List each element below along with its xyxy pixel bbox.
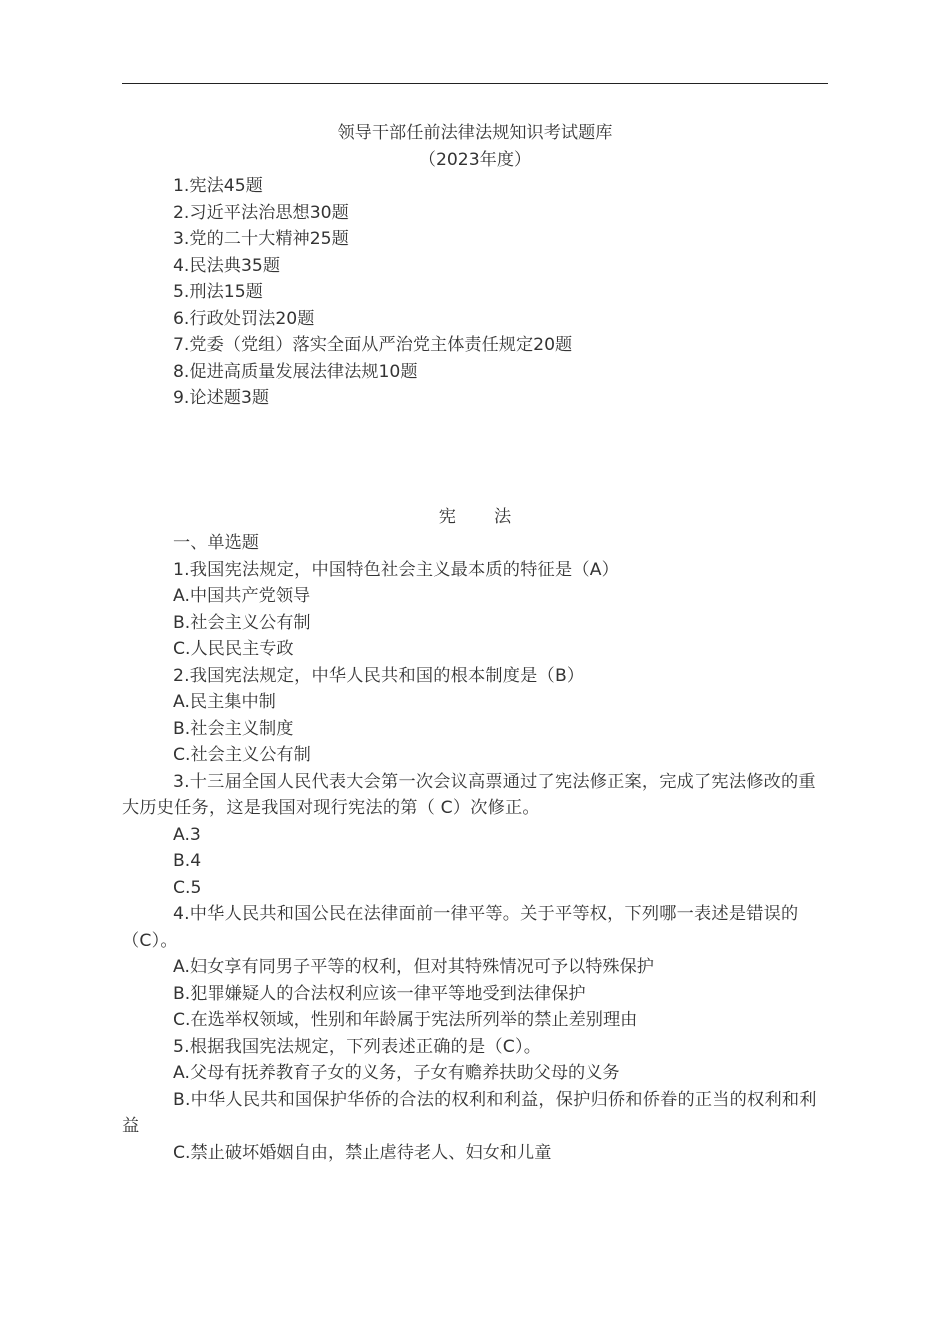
answer-option: A.中国共产党领导 <box>173 586 311 606</box>
question-text: 2.我国宪法规定，中华人民共和国的根本制度是（B） <box>173 665 585 686</box>
answer-option: C.5 <box>173 877 202 898</box>
document-body <box>122 120 828 1166</box>
toc-item: 5.刑法15题 <box>173 282 263 302</box>
question-text: 4.中华人民共和国公民在法律面前一律平等。关于平等权，下列哪一表述是错误的（C）。 <box>122 904 799 951</box>
toc-item: 2.习近平法治思想30题 <box>173 202 349 223</box>
section-title: 宪法 <box>438 506 550 527</box>
header-rule <box>122 83 828 84</box>
question-3 <box>122 769 828 902</box>
question-2 <box>122 663 828 769</box>
answer-option: B.社会主义制度 <box>173 718 294 739</box>
document-title: 领导干部任前法律法规知识考试题库 <box>337 123 613 143</box>
table-of-contents <box>122 173 828 412</box>
question-4 <box>122 901 828 1034</box>
answer-option: B.犯罪嫌疑人的合法权利应该一律平等地受到法律保护 <box>173 983 586 1004</box>
document-subtitle: （2023年度） <box>418 149 532 170</box>
toc-item: 6.行政处罚法20题 <box>173 308 315 329</box>
question-1 <box>122 557 828 663</box>
answer-option: B.中华人民共和国保护华侨的合法的权利和利益，保护归侨和侨眷的正当的权利和利益 <box>122 1089 817 1136</box>
answer-option: A.民主集中制 <box>173 692 276 712</box>
answer-option: C.在选举权领域，性别和年龄属于宪法所列举的禁止差别理由 <box>173 1010 638 1030</box>
spacer <box>122 412 828 504</box>
question-5 <box>122 1034 828 1167</box>
answer-option: A.妇女享有同男子平等的权利，但对其特殊情况可予以特殊保护 <box>173 957 654 977</box>
toc-item: 9.论述题3题 <box>173 388 270 408</box>
question-text: 1.我国宪法规定，中国特色社会主义最本质的特征是（A） <box>173 559 620 580</box>
answer-option: B.社会主义公有制 <box>173 612 311 633</box>
toc-item: 4.民法典35题 <box>173 255 281 276</box>
toc-item: 1.宪法45题 <box>173 176 263 196</box>
question-text: 5.根据我国宪法规定，下列表述正确的是（C）。 <box>173 1036 542 1057</box>
toc-item: 8.促进高质量发展法律法规10题 <box>173 361 418 382</box>
answer-option: C.社会主义公有制 <box>173 745 311 765</box>
answer-option: C.禁止破坏婚姻自由，禁止虐待老人、妇女和儿童 <box>173 1142 552 1163</box>
answer-option: B.4 <box>173 851 202 871</box>
answer-option: C.人民民主专政 <box>173 639 294 659</box>
question-text: 3.十三届全国人民代表大会第一次会议高票通过了宪法修正案，完成了宪法修改的重大历史任务，这是我国对现行宪法的第（ C）次修正。 <box>122 771 816 818</box>
answer-option: A.父母有抚养教育子女的义务，子女有赡养扶助父母的义务 <box>173 1063 620 1083</box>
toc-item: 3.党的二十大精神25题 <box>173 229 349 249</box>
toc-item: 7.党委（党组）落实全面从严治党主体责任规定20题 <box>173 335 573 355</box>
answer-option: A.3 <box>173 824 201 845</box>
subsection-heading: 一、单选题 <box>173 533 259 553</box>
